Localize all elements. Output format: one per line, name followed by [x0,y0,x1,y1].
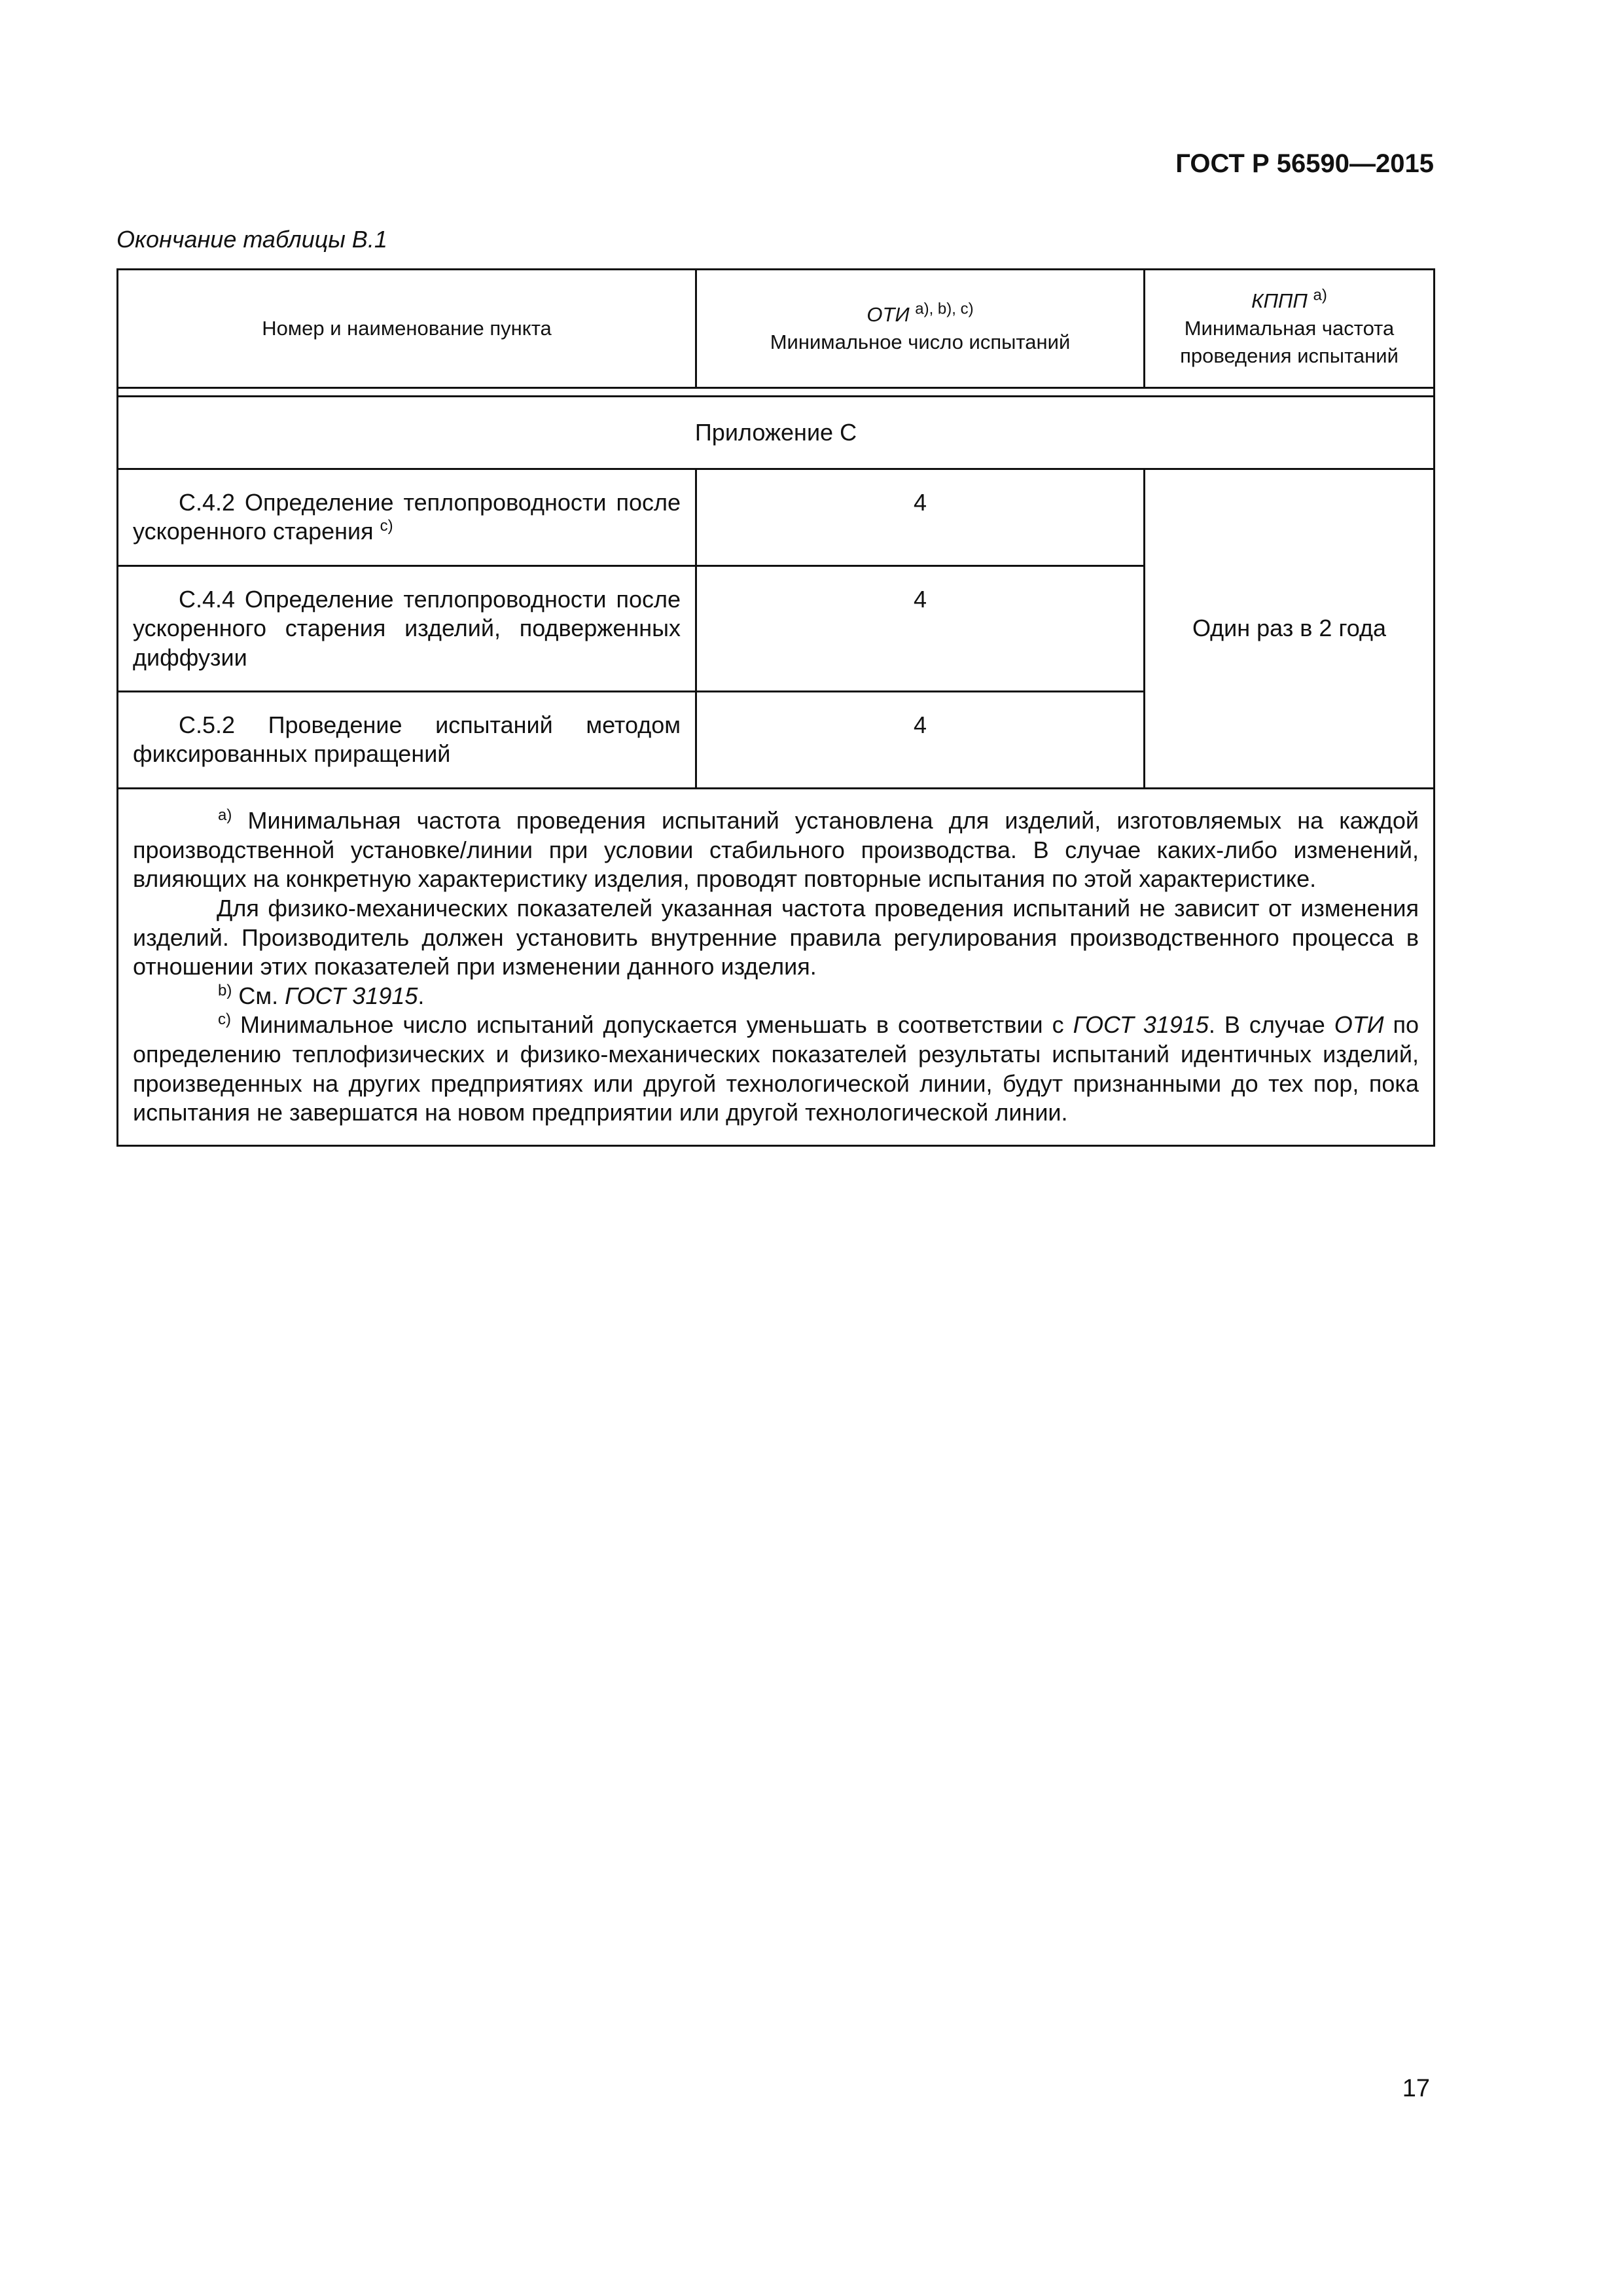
footnote-c-text3: по определению теплофизических и физико-механических показателей результаты испытаний идентичных изделий, произведенных на других предприятиях или другой технологической линии, будут признанными до тех пор, пока испытания не завершатся на новом предприятии или другой технологической линии. [133,1011,1419,1126]
kppp-value: Один раз в 2 года [1145,469,1435,789]
page-number: 17 [1402,2075,1430,2102]
footnote-c-text2: . В случае [1208,1011,1325,1039]
header-separator [118,388,1435,397]
document-code: ГОСТ Р 56590—2015 [1175,149,1434,178]
header-kppp [1145,270,1435,388]
oti-footnote-marks: a), b), c) [915,300,974,318]
kppp-description: Минимальная частота проведения испытаний [1180,317,1399,367]
footnote-a-continuation: Для физико-механических показателей указанная частота проведения испытаний не зависит от изменения изделий. Производитель должен установить внутренние правила регулирования производственного процесса в отношении этих показателей при изменении данного изделия. [133,894,1419,980]
footnote-c-ref: ГОСТ 31915 [1073,1011,1209,1039]
table-header-row [118,270,1435,388]
kppp-abbr: КППП [1251,289,1308,313]
footnote-c-mark: c) [218,1011,231,1029]
section-title: Приложение С [118,397,1435,469]
item-text: С.5.2 Проведение испытаний методом фиксированных приращений [133,711,681,768]
header-item-name: Номер и наименование пункта [118,270,696,388]
footnotes-row [118,789,1435,1146]
kppp-footnote-mark: a) [1313,286,1327,304]
oti-abbr: ОТИ [866,303,910,327]
footnote-b-ref: ГОСТ 31915 [285,982,418,1009]
footnote-a [133,806,1419,894]
footnote-b [133,982,1419,1011]
table-caption: Окончание таблицы В.1 [116,226,387,253]
footnote-b-prefix: См. [238,982,279,1009]
section-row [118,397,1435,469]
footnote-c [133,1011,1419,1128]
footnote-c-text1: Минимальное число испытаний допускается уменьшать в соответствии с [240,1011,1064,1039]
footnote-b-mark: b) [218,981,232,999]
item-footnote-mark: c) [380,517,393,535]
oti-value: 4 [696,692,1145,789]
footnote-c-abbr: ОТИ [1334,1011,1384,1039]
item-cell [118,692,696,789]
footnote-a-text: Минимальная частота проведения испытаний установлена для изделий, изготовляемых на каждой производственной установке/линии при условии стабильного производства. В случае каких-либо изменений, влияющих на конкретную характеристику изделия, проводят повторные испытания по этой характеристике. [133,807,1419,893]
requirements-table [116,268,1435,1147]
item-text: С.4.4 Определение теплопроводности после ускоренного старения изделий, подверженных диффузии [133,586,681,671]
oti-value: 4 [696,566,1145,692]
table-row [118,469,1435,566]
item-cell [118,566,696,692]
footnote-b-end: . [418,982,425,1009]
item-cell [118,469,696,566]
header-oti [696,270,1145,388]
oti-value: 4 [696,469,1145,566]
oti-description: Минимальное число испытаний [770,331,1071,353]
footnote-a-mark: a) [218,806,232,824]
item-text: С.4.2 Определение теплопроводности после ускоренного старения [133,489,681,545]
footnotes-cell [118,789,1435,1146]
